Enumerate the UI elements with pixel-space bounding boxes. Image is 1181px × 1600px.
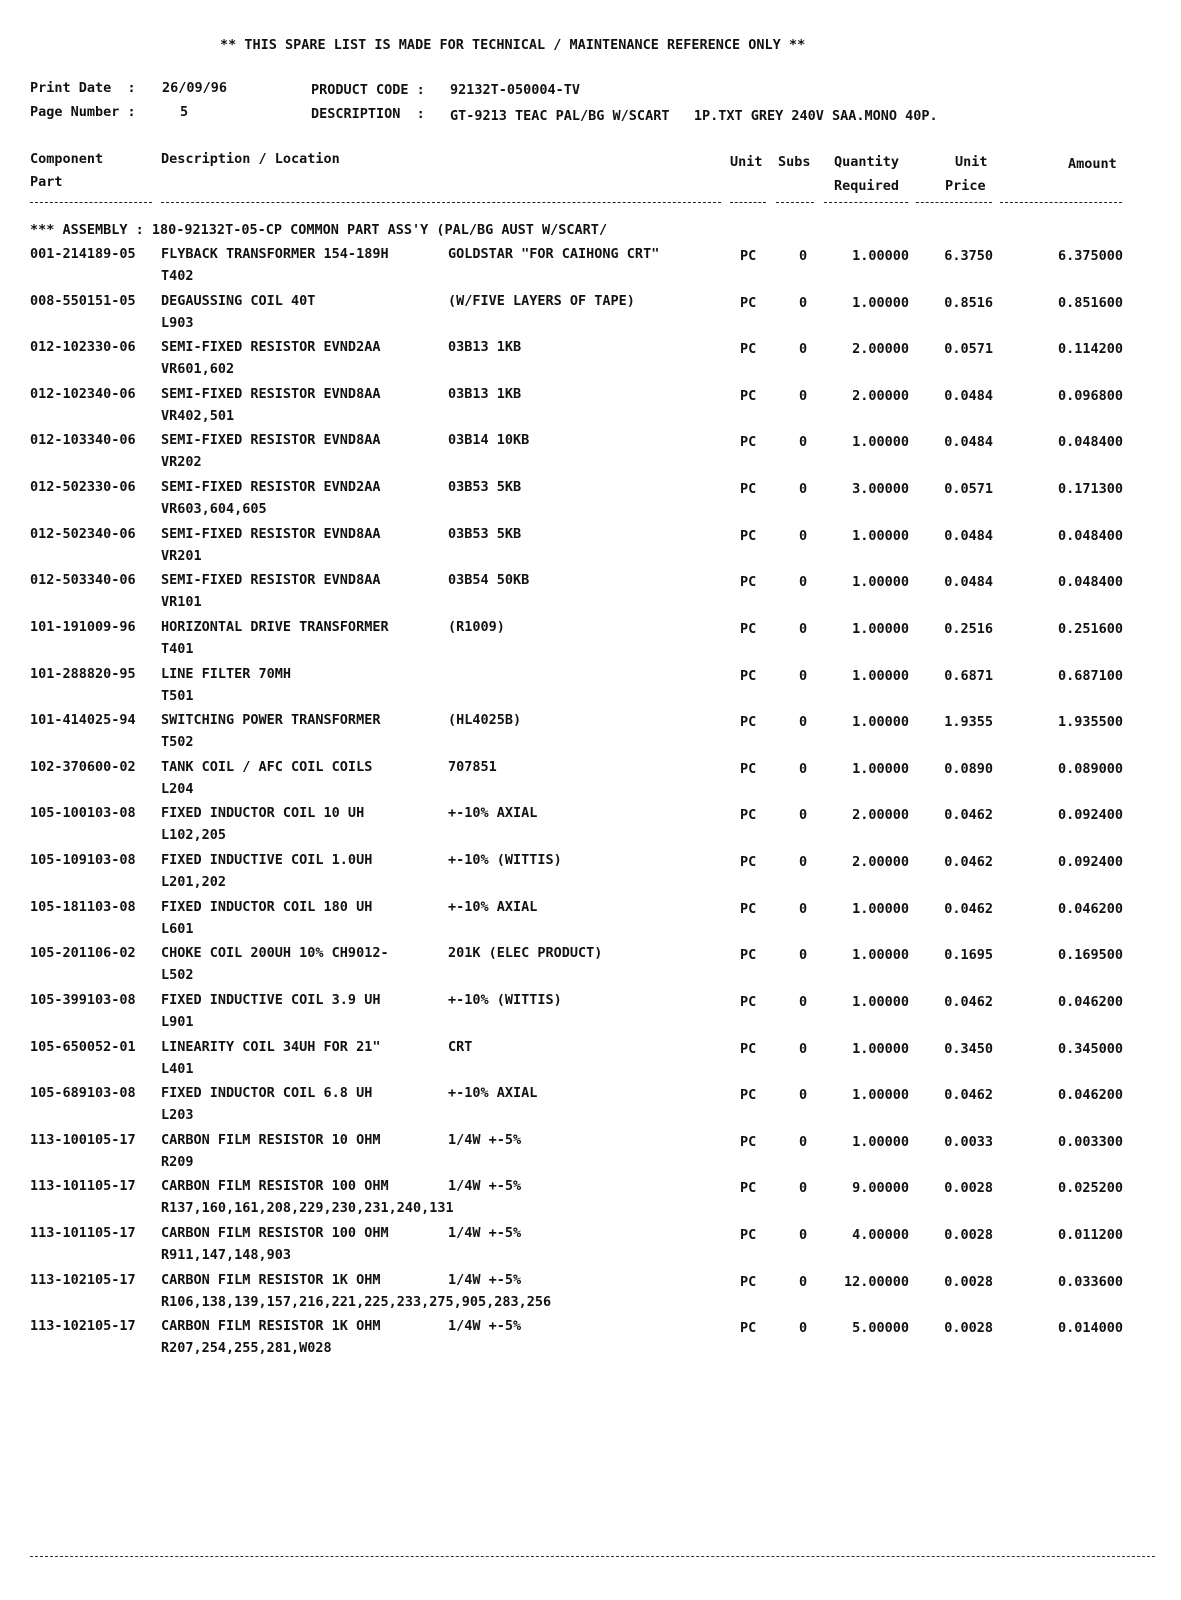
location: L401 [161, 1060, 194, 1077]
unit: PC [740, 760, 757, 777]
location: VR101 [161, 594, 202, 611]
unit-price: 0.3450 [944, 1040, 993, 1057]
amount: 0.089000 [1057, 760, 1123, 777]
part-spec: +-10% AXIAL [448, 805, 538, 822]
part-number: 101-288820-95 [30, 665, 136, 682]
unit: PC [740, 1320, 757, 1337]
page-number-label: Page Number : [30, 104, 136, 120]
quantity-required: 9.00000 [852, 1180, 909, 1197]
table-row [0, 293, 1181, 339]
location: L201,202 [161, 874, 227, 891]
part-description: SEMI-FIXED RESISTOR EVND8AA [161, 525, 381, 542]
part-spec: 707851 [448, 758, 497, 775]
quantity-required: 1.00000 [852, 993, 909, 1010]
part-description: FIXED INDUCTOR COIL 180 UH [161, 898, 373, 915]
unit: PC [740, 1273, 757, 1290]
part-description: SWITCHING POWER TRANSFORMER [161, 712, 381, 729]
part-description: DEGAUSSING COIL 40T [161, 292, 316, 309]
part-number: 105-201106-02 [30, 945, 136, 962]
unit: PC [740, 1040, 757, 1057]
unit: PC [740, 854, 757, 871]
unit-price: 0.0484 [944, 434, 993, 451]
amount: 0.687100 [1057, 667, 1123, 684]
unit: PC [740, 1227, 757, 1244]
quantity-required: 1.00000 [852, 1040, 909, 1057]
amount: 0.251600 [1057, 620, 1123, 637]
quantity-required: 1.00000 [852, 574, 909, 591]
part-spec: GOLDSTAR "FOR CAIHONG CRT" [448, 246, 660, 262]
quantity-required: 1.00000 [852, 714, 909, 731]
amount: 0.048400 [1057, 527, 1123, 544]
unit: PC [740, 1180, 757, 1197]
part-number: 101-191009-96 [30, 618, 136, 635]
unit-price: 0.0890 [944, 760, 993, 777]
table-row [0, 1318, 1181, 1364]
unit-price: 0.0571 [944, 341, 993, 358]
amount: 0.092400 [1057, 807, 1123, 824]
part-description: CARBON FILM RESISTOR 100 OHM [161, 1178, 389, 1195]
quantity-required: 1.00000 [852, 667, 909, 684]
part-spec: 03B13 1KB [448, 385, 522, 402]
quantity-required: 1.00000 [852, 294, 909, 311]
amount: 6.375000 [1057, 248, 1123, 264]
col-unit: Unit [730, 154, 763, 170]
subs: 0 [799, 993, 808, 1010]
quantity-required: 12.00000 [843, 1273, 909, 1290]
part-number: 012-502340-06 [30, 525, 136, 542]
part-number: 105-181103-08 [30, 898, 136, 915]
unit: PC [740, 900, 757, 917]
amount: 0.851600 [1057, 294, 1123, 311]
print-date-label: Print Date : [30, 80, 136, 96]
subs: 0 [799, 620, 808, 637]
quantity-required: 4.00000 [852, 1227, 909, 1244]
subs: 0 [799, 900, 808, 917]
part-description: FIXED INDUCTIVE COIL 3.9 UH [161, 991, 381, 1008]
amount: 0.046200 [1057, 1087, 1123, 1104]
location: VR603,604,605 [161, 501, 267, 518]
table-row [0, 899, 1181, 945]
part-number: 102-370600-02 [30, 758, 136, 775]
part-spec: 03B14 10KB [448, 432, 530, 449]
part-spec: 1/4W +-5% [448, 1225, 522, 1242]
subs: 0 [799, 1227, 808, 1244]
col-description: Description / Location [161, 151, 340, 167]
unit-price: 0.0484 [944, 574, 993, 591]
unit: PC [740, 248, 757, 264]
part-spec: 201K (ELEC PRODUCT) [448, 945, 603, 962]
quantity-required: 2.00000 [852, 387, 909, 404]
part-description: LINEARITY COIL 34UH FOR 21" [161, 1038, 381, 1055]
subs: 0 [799, 854, 808, 871]
part-spec: +-10% (WITTIS) [448, 991, 562, 1008]
unit: PC [740, 387, 757, 404]
table-row [0, 1272, 1181, 1318]
part-number: 012-503340-06 [30, 572, 136, 589]
assembly-line: *** ASSEMBLY : 180-92132T-05-CP COMMON PART ASS'Y (PAL/BG AUST W/SCART/ [30, 222, 608, 238]
table-row [0, 945, 1181, 991]
part-number: 113-101105-17 [30, 1178, 136, 1195]
part-spec: 1/4W +-5% [448, 1178, 522, 1195]
subs: 0 [799, 481, 808, 498]
part-number: 012-102340-06 [30, 385, 136, 402]
quantity-required: 2.00000 [852, 341, 909, 358]
subs: 0 [799, 1273, 808, 1290]
table-row [0, 712, 1181, 758]
unit-price: 0.0028 [944, 1227, 993, 1244]
part-number: 105-100103-08 [30, 805, 136, 822]
table-row [0, 805, 1181, 851]
unit: PC [740, 481, 757, 498]
part-spec: 03B13 1KB [448, 339, 522, 356]
subs: 0 [799, 1087, 808, 1104]
part-description: TANK COIL / AFC COIL COILS [161, 758, 373, 775]
part-number: 101-414025-94 [30, 712, 136, 729]
unit-price: 0.0462 [944, 854, 993, 871]
unit-price: 0.0571 [944, 481, 993, 498]
part-number: 113-101105-17 [30, 1225, 136, 1242]
table-row [0, 1132, 1181, 1178]
quantity-required: 1.00000 [852, 527, 909, 544]
part-description: CARBON FILM RESISTOR 100 OHM [161, 1225, 389, 1242]
table-row [0, 1178, 1181, 1224]
part-spec: +-10% (WITTIS) [448, 852, 562, 869]
location: R207,254,255,281,W028 [161, 1340, 332, 1357]
subs: 0 [799, 341, 808, 358]
unit-price: 0.8516 [944, 294, 993, 311]
amount: 0.003300 [1057, 1133, 1123, 1150]
amount: 0.025200 [1057, 1180, 1123, 1197]
footer-divider [30, 1556, 1155, 1557]
amount: 0.345000 [1057, 1040, 1123, 1057]
table-row [0, 1085, 1181, 1131]
col-quantity: Quantity [834, 154, 900, 170]
amount: 0.169500 [1057, 947, 1123, 964]
product-code: 92132T-050004-TV [450, 82, 581, 98]
quantity-required: 2.00000 [852, 854, 909, 871]
location: L502 [161, 967, 194, 984]
part-description: SEMI-FIXED RESISTOR EVND8AA [161, 572, 381, 589]
part-spec: (R1009) [448, 618, 505, 635]
col-amount: Amount [1068, 156, 1117, 172]
location: VR201 [161, 547, 202, 564]
part-number: 105-650052-01 [30, 1038, 136, 1055]
part-spec: 1/4W +-5% [448, 1271, 522, 1288]
unit-price: 0.0028 [944, 1320, 993, 1337]
quantity-required: 1.00000 [852, 434, 909, 451]
subs: 0 [799, 1180, 808, 1197]
unit-price: 0.0028 [944, 1273, 993, 1290]
table-row [0, 386, 1181, 432]
col-part: Part [30, 174, 63, 190]
unit-price: 0.0462 [944, 807, 993, 824]
part-spec: +-10% AXIAL [448, 898, 538, 915]
quantity-required: 1.00000 [852, 248, 909, 264]
table-row [0, 1225, 1181, 1271]
amount: 0.048400 [1057, 434, 1123, 451]
col-component: Component [30, 151, 104, 167]
location: VR202 [161, 454, 202, 471]
unit-price: 0.0484 [944, 387, 993, 404]
unit: PC [740, 947, 757, 964]
location: T401 [161, 640, 194, 657]
subs: 0 [799, 294, 808, 311]
table-row [0, 852, 1181, 898]
part-spec: 03B53 5KB [448, 525, 522, 542]
part-number: 105-399103-08 [30, 991, 136, 1008]
unit: PC [740, 294, 757, 311]
product-code-label: PRODUCT CODE : [311, 82, 425, 98]
location: L901 [161, 1013, 194, 1030]
part-number: 001-214189-05 [30, 246, 136, 262]
amount: 0.096800 [1057, 387, 1123, 404]
amount: 0.046200 [1057, 900, 1123, 917]
subs: 0 [799, 527, 808, 544]
part-number: 008-550151-05 [30, 292, 136, 309]
unit-price: 0.0033 [944, 1133, 993, 1150]
amount: 0.011200 [1057, 1227, 1123, 1244]
quantity-required: 1.00000 [852, 760, 909, 777]
table-row [0, 992, 1181, 1038]
location: T402 [161, 268, 194, 284]
unit-price: 0.2516 [944, 620, 993, 637]
subs: 0 [799, 248, 808, 264]
unit-price: 1.9355 [944, 714, 993, 731]
product-description: GT-9213 TEAC PAL/BG W/SCART 1P.TXT GREY 240V SAA.MONO 40P. [450, 108, 938, 124]
part-description: CARBON FILM RESISTOR 10 OHM [161, 1131, 381, 1148]
location: L203 [161, 1107, 194, 1124]
table-row [0, 479, 1181, 525]
subs: 0 [799, 1040, 808, 1057]
part-description: SEMI-FIXED RESISTOR EVND2AA [161, 479, 381, 496]
subs: 0 [799, 434, 808, 451]
part-description: CARBON FILM RESISTOR 1K OHM [161, 1271, 381, 1288]
part-spec: CRT [448, 1038, 473, 1055]
part-description: HORIZONTAL DRIVE TRANSFORMER [161, 618, 389, 635]
table-row [0, 572, 1181, 618]
location: T501 [161, 687, 194, 704]
col-required: Required [834, 178, 900, 194]
unit: PC [740, 714, 757, 731]
amount: 0.014000 [1057, 1320, 1123, 1337]
unit-price: 0.0462 [944, 900, 993, 917]
location: L903 [161, 314, 194, 331]
part-number: 113-100105-17 [30, 1131, 136, 1148]
quantity-required: 1.00000 [852, 947, 909, 964]
amount: 0.092400 [1057, 854, 1123, 871]
table-row [0, 339, 1181, 385]
unit: PC [740, 993, 757, 1010]
part-spec: 03B53 5KB [448, 479, 522, 496]
unit: PC [740, 1133, 757, 1150]
part-description: SEMI-FIXED RESISTOR EVND8AA [161, 432, 381, 449]
unit: PC [740, 527, 757, 544]
part-spec: (W/FIVE LAYERS OF TAPE) [448, 292, 635, 309]
table-row [0, 1039, 1181, 1085]
part-description: FLYBACK TRANSFORMER 154-189H [161, 246, 389, 262]
table-row [0, 759, 1181, 805]
table-row [0, 432, 1181, 478]
part-number: 105-109103-08 [30, 852, 136, 869]
table-row [0, 246, 1181, 292]
col-unit-price-2: Price [945, 178, 986, 194]
location: R911,147,148,903 [161, 1247, 292, 1264]
page-number: 5 [180, 104, 189, 120]
col-unit-price-1: Unit [955, 154, 988, 170]
quantity-required: 1.00000 [852, 1133, 909, 1150]
unit-price: 6.3750 [944, 248, 993, 264]
table-row [0, 619, 1181, 665]
part-number: 113-102105-17 [30, 1318, 136, 1335]
part-spec: 1/4W +-5% [448, 1318, 522, 1335]
subs: 0 [799, 947, 808, 964]
unit: PC [740, 341, 757, 358]
part-number: 113-102105-17 [30, 1271, 136, 1288]
location: L204 [161, 780, 194, 797]
subs: 0 [799, 807, 808, 824]
location: R137,160,161,208,229,230,231,240,131 [161, 1200, 454, 1217]
subs: 0 [799, 667, 808, 684]
unit-price: 0.1695 [944, 947, 993, 964]
part-description: FIXED INDUCTOR COIL 6.8 UH [161, 1085, 373, 1102]
unit-price: 0.0484 [944, 527, 993, 544]
part-description: FIXED INDUCTOR COIL 10 UH [161, 805, 365, 822]
unit-price: 0.0462 [944, 993, 993, 1010]
print-date: 26/09/96 [162, 80, 228, 96]
quantity-required: 1.00000 [852, 900, 909, 917]
subs: 0 [799, 1320, 808, 1337]
amount: 0.046200 [1057, 993, 1123, 1010]
part-description: CARBON FILM RESISTOR 1K OHM [161, 1318, 381, 1335]
description-label: DESCRIPTION : [311, 106, 425, 122]
part-description: LINE FILTER 70MH [161, 665, 292, 682]
unit: PC [740, 1087, 757, 1104]
unit: PC [740, 574, 757, 591]
unit: PC [740, 667, 757, 684]
unit-price: 0.6871 [944, 667, 993, 684]
part-description: FIXED INDUCTIVE COIL 1.0UH [161, 852, 373, 869]
quantity-required: 3.00000 [852, 481, 909, 498]
col-subs: Subs [778, 154, 811, 170]
table-row [0, 666, 1181, 712]
location: T502 [161, 734, 194, 751]
quantity-required: 1.00000 [852, 620, 909, 637]
part-number: 012-502330-06 [30, 479, 136, 496]
part-number: 012-103340-06 [30, 432, 136, 449]
part-spec: 03B54 50KB [448, 572, 530, 589]
table-row [0, 526, 1181, 572]
subs: 0 [799, 574, 808, 591]
part-number: 105-689103-08 [30, 1085, 136, 1102]
amount: 0.114200 [1057, 341, 1123, 358]
location: VR601,602 [161, 361, 235, 378]
unit-price: 0.0028 [944, 1180, 993, 1197]
subs: 0 [799, 387, 808, 404]
part-description: CHOKE COIL 200UH 10% CH9012- [161, 945, 389, 962]
quantity-required: 5.00000 [852, 1320, 909, 1337]
subs: 0 [799, 760, 808, 777]
part-description: SEMI-FIXED RESISTOR EVND2AA [161, 339, 381, 356]
subs: 0 [799, 1133, 808, 1150]
amount: 0.048400 [1057, 574, 1123, 591]
part-number: 012-102330-06 [30, 339, 136, 356]
amount: 1.935500 [1057, 714, 1123, 731]
unit: PC [740, 620, 757, 637]
quantity-required: 1.00000 [852, 1087, 909, 1104]
unit: PC [740, 807, 757, 824]
unit: PC [740, 434, 757, 451]
quantity-required: 2.00000 [852, 807, 909, 824]
amount: 0.033600 [1057, 1273, 1123, 1290]
unit-price: 0.0462 [944, 1087, 993, 1104]
location: VR402,501 [161, 407, 235, 424]
part-spec: (HL4025B) [448, 712, 522, 729]
part-spec: +-10% AXIAL [448, 1085, 538, 1102]
location: R209 [161, 1153, 194, 1170]
subs: 0 [799, 714, 808, 731]
part-description: SEMI-FIXED RESISTOR EVND8AA [161, 385, 381, 402]
location: L102,205 [161, 827, 227, 844]
reference-banner: ** THIS SPARE LIST IS MADE FOR TECHNICAL / MAINTENANCE REFERENCE ONLY ** [220, 37, 806, 53]
location: R106,138,139,157,216,221,225,233,275,905,283,256 [161, 1293, 552, 1310]
location: L601 [161, 920, 194, 937]
amount: 0.171300 [1057, 481, 1123, 498]
part-spec: 1/4W +-5% [448, 1131, 522, 1148]
